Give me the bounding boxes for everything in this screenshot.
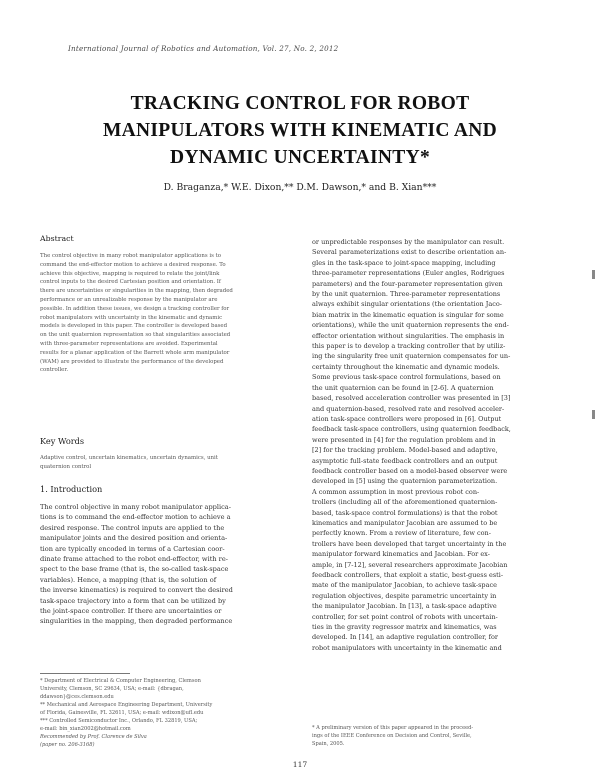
footnote-line: * Department of Electrical & Computer Engineering, Clemson: [40, 678, 201, 684]
introduction-line: task-space trajectory into a form that can be utilized by: [40, 596, 226, 605]
body-line: three-parameter representations (Euler angles, Rodrigues: [312, 269, 505, 278]
abstract-heading: Abstract: [40, 234, 74, 243]
introduction-line: desired response. The control inputs are applied to the: [40, 523, 225, 532]
body-line: Some previous task-space control formulations, based on: [312, 373, 501, 382]
title-line: TRACKING CONTROL FOR ROBOT: [130, 93, 470, 114]
keywords-line: quaternion control: [40, 463, 92, 470]
body-line: or unpredictable responses by the manipulator can result.: [312, 238, 505, 246]
abstract-line: command the end-effector motion to achieve a desired response. To: [40, 261, 226, 268]
title-line: DYNAMIC UNCERTAINTY*: [169, 147, 431, 168]
body-line: developed. In [14], an adaptive regulation controller, for: [312, 633, 499, 642]
body-line: developed in [5] using the quaternion parameterization.: [312, 477, 498, 486]
abstract-line: performance or an unrealizable response by the manipulator are: [40, 296, 218, 303]
introduction-line: The control objective in many robot manipulator applica-: [40, 503, 231, 511]
body-line: gles in the task-space to joint-space mapping, including: [312, 258, 496, 267]
title-line: MANIPULATORS WITH KINEMATIC AND: [102, 120, 498, 141]
body-line: based, resolved acceleration controller was presented in [3]: [312, 394, 511, 403]
body-line: asymptotic full-state feedback controllers and an output: [312, 456, 498, 465]
footnote-line: of Florida, Gainesville, FL 32611, USA; e-mail: wdixon@ufl.edu: [40, 710, 204, 716]
body-line: manipulator forward kinematics and Jacobian. For ex-: [312, 550, 490, 559]
introduction-line: manipulator joints and the desired position and orienta-: [40, 534, 228, 543]
footnote-line: * A preliminary version of this paper appeared in the proceed-: [312, 725, 474, 731]
paper-number: (paper no. 206-3168): [40, 742, 95, 748]
margin-mark: [592, 410, 595, 419]
abstract-line: The control objective in many robot manipulator applications is to: [40, 253, 221, 259]
introduction-line: the joint-space controller. If there are uncertainties or: [40, 607, 222, 616]
introduction-heading: 1. Introduction: [40, 484, 103, 494]
abstract-line: results for a planar application of the Barrett whole arm manipulator: [40, 349, 230, 356]
body-line: robot manipulators with uncertainty in the kinematic and: [312, 643, 502, 652]
body-line: trollers have been developed that target uncertainty in the: [312, 539, 507, 548]
paper-title: [40, 90, 560, 171]
keywords-text: [40, 454, 295, 472]
body-line: perfectly known. From a review of literature, few con-: [312, 529, 491, 538]
abstract-line: control inputs to the desired Cartesian position and orientation. If: [40, 279, 221, 286]
body-line: orientations), while the unit quaternion represents the end-: [312, 321, 509, 330]
body-line: bian matrix in the kinematic equation is singular for some: [312, 310, 504, 319]
body-line: by the unit quaternion. Three-parameter representations: [312, 290, 501, 299]
margin-mark: [592, 270, 595, 279]
introduction-line: spect to the base frame (that is, the so-called task-space: [40, 565, 229, 574]
preliminary-version-footnote: [312, 724, 567, 748]
body-line: always exhibit singular orientations (the orientation Jaco-: [312, 300, 503, 309]
body-line: kinematics and manipulator Jacobian are assumed to be: [312, 518, 498, 527]
body-line: the unit quaternion can be found in [2-6]. A quaternion: [312, 383, 494, 392]
body-line: [2] for the tracking problem. Model-based and adaptive,: [312, 446, 498, 455]
body-line: ties in the gravity regressor matrix and kinematics, was: [312, 623, 497, 632]
abstract-line: there are uncertainties or singularities in the mapping, then degraded: [40, 288, 233, 295]
abstract-line: robot manipulators with uncertainty in the kinematic and dynamic: [40, 314, 223, 321]
footnote-line: ddawson}@ces.clemson.edu: [40, 694, 114, 700]
body-line: parameters) and the four-parameter representation given: [312, 279, 503, 288]
abstract-line: (WAM) are provided to illustrate the performance of the developed: [40, 358, 224, 365]
introduction-line: variables). Hence, a mapping (that is, the solution of: [40, 575, 217, 584]
introduction-line: the inverse kinematics) is required to convert the desired: [40, 586, 233, 595]
introduction-line: tion are typically encoded in terms of a Cartesian coor-: [40, 544, 225, 553]
body-line: the manipulator Jacobian. In [13], a task-space adaptive: [312, 602, 497, 611]
footnote-line: ** Mechanical and Aerospace Engineering Department, University: [40, 702, 213, 708]
footnote-line: ings of the IEEE Conference on Decision and Control, Seville,: [312, 733, 472, 739]
body-line: Several parameterizations exist to describe orientation an-: [312, 248, 507, 257]
abstract-line: with three-parameter representations are avoided. Experimental: [40, 340, 218, 347]
body-line: this paper is to develop a tracking controller that by utiliz-: [312, 342, 506, 351]
abstract-line: on the unit quaternion representation so that singularities associated: [40, 332, 231, 339]
recommended-by: Recommended by Prof. Clarence de Silva: [40, 734, 147, 740]
body-line: mate of the manipulator Jacobian, to achieve task-space: [312, 581, 497, 590]
page-number: 117: [292, 760, 308, 769]
abstract-line: achieve this objective, mapping is required to relate the joint/link: [40, 270, 220, 277]
footnote-line: e-mail: bin_xian2002@hotmail.com: [40, 726, 131, 732]
abstract-line: possible. In addition these issues, we design a tracking controller for: [40, 305, 230, 312]
abstract-line: models is developed in this paper. The controller is developed based: [40, 323, 228, 330]
introduction-line: singularities in the mapping, then degraded performance: [40, 617, 233, 626]
body-line: ample, in [7-12], several researchers approximate Jacobian: [312, 560, 508, 569]
body-line: certainty throughout the kinematic and dynamic models.: [312, 362, 500, 371]
body-line: regulation objectives, despite parametric uncertainty in: [312, 591, 497, 600]
body-line: effector orientation without singularities. The emphasis in: [312, 331, 505, 340]
body-line: controller, for set point control of robots with uncertain-: [312, 612, 498, 621]
body-line: ation task-space controllers were proposed in [6]. Output: [312, 414, 502, 423]
journal-header: International Journal of Robotics and Automation, Vol. 27, No. 2, 2012: [68, 44, 339, 53]
abstract-text: [40, 252, 295, 375]
body-line: feedback controller based on a model-based observer were: [312, 466, 508, 475]
author-list: D. Braganza,* W.E. Dixon,** D.M. Dawson,* and B. Xian***: [163, 182, 437, 193]
body-line: based, task-space control formulations) is that the robot: [312, 508, 498, 517]
introduction-line: tions is to command the end-effector motion to achieve a: [40, 513, 231, 522]
body-line: ing the singularity free unit quaternion compensates for un-: [312, 352, 511, 361]
body-line: trollers (including all of the aforementioned quaternion-: [312, 498, 498, 507]
footnote-divider: [40, 673, 130, 674]
affiliation-footnotes: [40, 677, 295, 749]
introduction-text: [40, 502, 295, 627]
abstract-line: controller.: [40, 367, 69, 374]
introduction-line: dinate frame attached to the robot end-effector, with re-: [40, 555, 228, 564]
footnote-line: *** Controlled Semiconductor Inc., Orlando, FL 32819, USA;: [40, 718, 198, 724]
footnote-line: Spain, 2005.: [312, 741, 345, 747]
keywords-line: Adaptive control, uncertain kinematics, uncertain dynamics, unit: [40, 455, 218, 461]
body-line: feedback controllers, that exploit a static, best-guess esti-: [312, 571, 504, 579]
body-line: A common assumption in most previous robot con-: [312, 487, 480, 496]
footnote-line: University, Clemson, SC 29634, USA; e-mail: {dbragan,: [40, 686, 184, 692]
body-line: and quaternion-based, resolved rate and resolved acceler-: [312, 404, 505, 413]
right-column-text: [312, 237, 567, 653]
body-line: were presented in [4] for the regulation problem and in: [312, 435, 496, 444]
keywords-heading: Key Words: [40, 436, 85, 446]
body-line: feedback task-space controllers, using quaternion feedback,: [312, 425, 511, 434]
